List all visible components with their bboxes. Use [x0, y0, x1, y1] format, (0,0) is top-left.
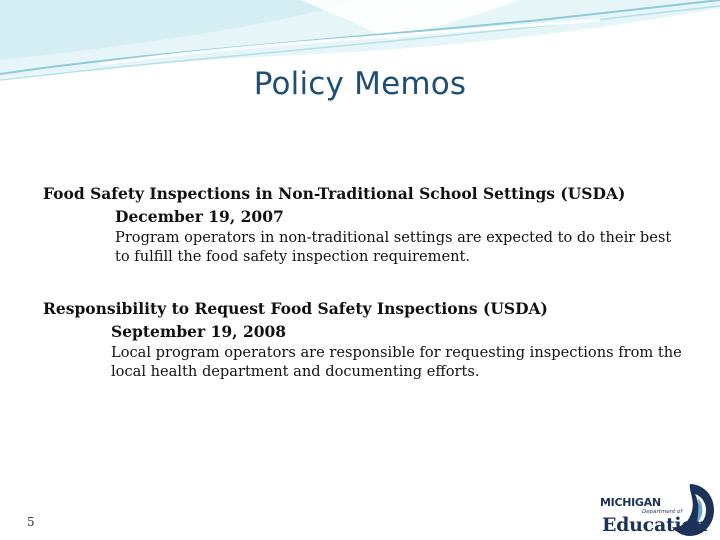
logo-education-text: Education — [602, 514, 708, 536]
slide-title: Policy Memos — [253, 66, 467, 102]
memo-date: September 19, 2008 — [111, 322, 287, 341]
memo-description: Local program operators are responsible for requesting inspections from the local health department and documenting efforts. — [111, 344, 682, 380]
michigan-education-logo — [596, 478, 720, 540]
logo-department-text: Department of — [642, 509, 683, 515]
slide-number: 5 — [27, 515, 35, 529]
memo-date: December 19, 2007 — [115, 207, 284, 226]
memo-item — [43, 299, 693, 381]
logo-michigan-text: MICHIGAN — [600, 496, 661, 509]
memo-item — [43, 184, 693, 266]
memo-heading: Food Safety Inspections in Non-Traditional School Settings (USDA) — [43, 184, 626, 203]
memo-description: Program operators in non-traditional settings are expected to do their best to fulfill the food safety inspection requirement. — [115, 229, 672, 265]
memo-heading: Responsibility to Request Food Safety Inspections (USDA) — [43, 299, 548, 318]
